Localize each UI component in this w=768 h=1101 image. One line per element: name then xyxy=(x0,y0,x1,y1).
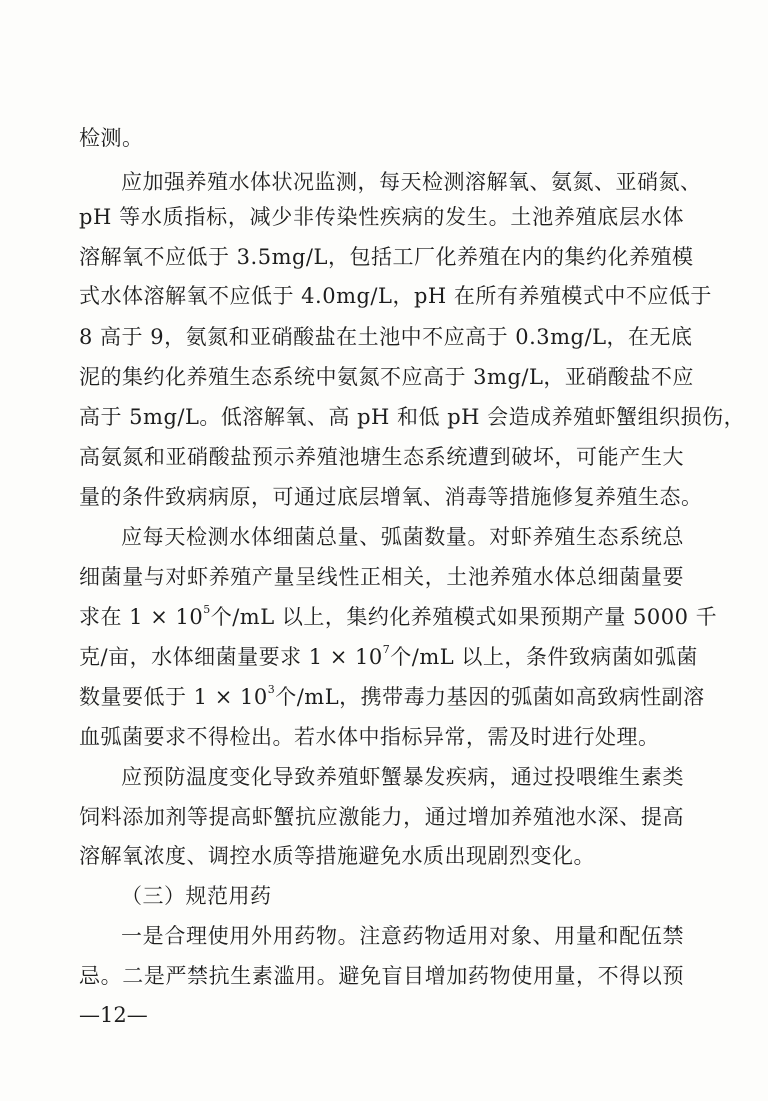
body-line-17: 应预防温度变化导致养殖虾蟹暴发疾病，通过投喂维生素类 xyxy=(121,765,684,789)
line-15-text-a: 数量要低于 1 × 10 xyxy=(79,685,268,709)
body-line-3: pH 等水质指标，减少非传染性疾病的发生。土池养殖底层水体 xyxy=(79,205,684,229)
exponent-5: 5 xyxy=(203,603,211,616)
body-line-2: 应加强养殖水体状况监测，每天检测溶解氧、氨氮、亚硝氮、 xyxy=(121,170,702,194)
exponent-7: 7 xyxy=(382,643,391,656)
body-line-9: 高氨氮和亚硝酸盐预示养殖池塘生态系统遭到破坏，可能产生大 xyxy=(79,445,684,469)
body-line-5: 式水体溶解氧不应低于 4.0mg/L，pH 在所有养殖模式中不应低于 xyxy=(79,284,712,308)
body-line-6: 8 高于 9，氨氮和亚硝酸盐在土池中不应高于 0.3mg/L，在无底 xyxy=(79,325,693,349)
body-line-16: 血弧菌要求不得检出。若水体中指标异常，需及时进行处理。 xyxy=(79,725,660,749)
body-line-11: 应每天检测水体细菌总量、弧菌数量。对虾养殖生态系统总 xyxy=(121,525,684,549)
body-line-14 xyxy=(79,641,698,673)
body-line-19: 溶解氧浓度、调控水质等措施避免水质出现剧烈变化。 xyxy=(79,844,595,868)
page-number: —12— xyxy=(79,1003,148,1027)
exponent-3: 3 xyxy=(267,683,276,696)
line-14-text-a: 克/亩，水体细菌量要求 1 × 10 xyxy=(79,645,383,669)
body-line-8: 高于 5mg/L。低溶解氧、高 pH 和低 pH 会造成养殖虾蟹组织损伤， xyxy=(79,405,746,429)
body-line-18: 饲料添加剂等提高虾蟹抗应激能力，通过增加养殖池水深、提高 xyxy=(79,805,684,829)
body-line-4: 溶解氧不应低于 3.5mg/L，包括工厂化养殖在内的集约化养殖模 xyxy=(79,245,694,269)
body-line-13 xyxy=(79,601,718,633)
line-14-text-b: 个/mL 以上，条件致病菌如弧菌 xyxy=(390,645,698,669)
line-13-text-b: 个/mL 以上，集约化养殖模式如果预期产量 5000 千 xyxy=(210,605,718,629)
body-line-21: 一是合理使用外用药物。注意药物适用对象、用量和配伍禁 xyxy=(121,924,684,948)
body-line-10: 量的条件致病病原，可通过底层增氧、消毒等措施修复养殖生态。 xyxy=(79,485,703,509)
line-13-text-a: 求在 1 × 10 xyxy=(79,605,204,629)
line-15-text-b: 个/mL，携带毒力基因的弧菌如高致病性副溶 xyxy=(275,685,705,709)
body-line-15 xyxy=(79,681,705,713)
body-line-22: 忌。二是严禁抗生素滥用。避免盲目增加药物使用量，不得以预 xyxy=(79,964,684,988)
body-line-7: 泥的集约化养殖生态系统中氨氮不应高于 3mg/L，亚硝酸盐不应 xyxy=(79,365,694,389)
body-line-1: 检测。 xyxy=(79,126,144,150)
body-line-12: 细菌量与对虾养殖产量呈线性正相关，土池养殖水体总细菌量要 xyxy=(79,565,684,589)
section-heading: （三）规范用药 xyxy=(121,884,272,908)
